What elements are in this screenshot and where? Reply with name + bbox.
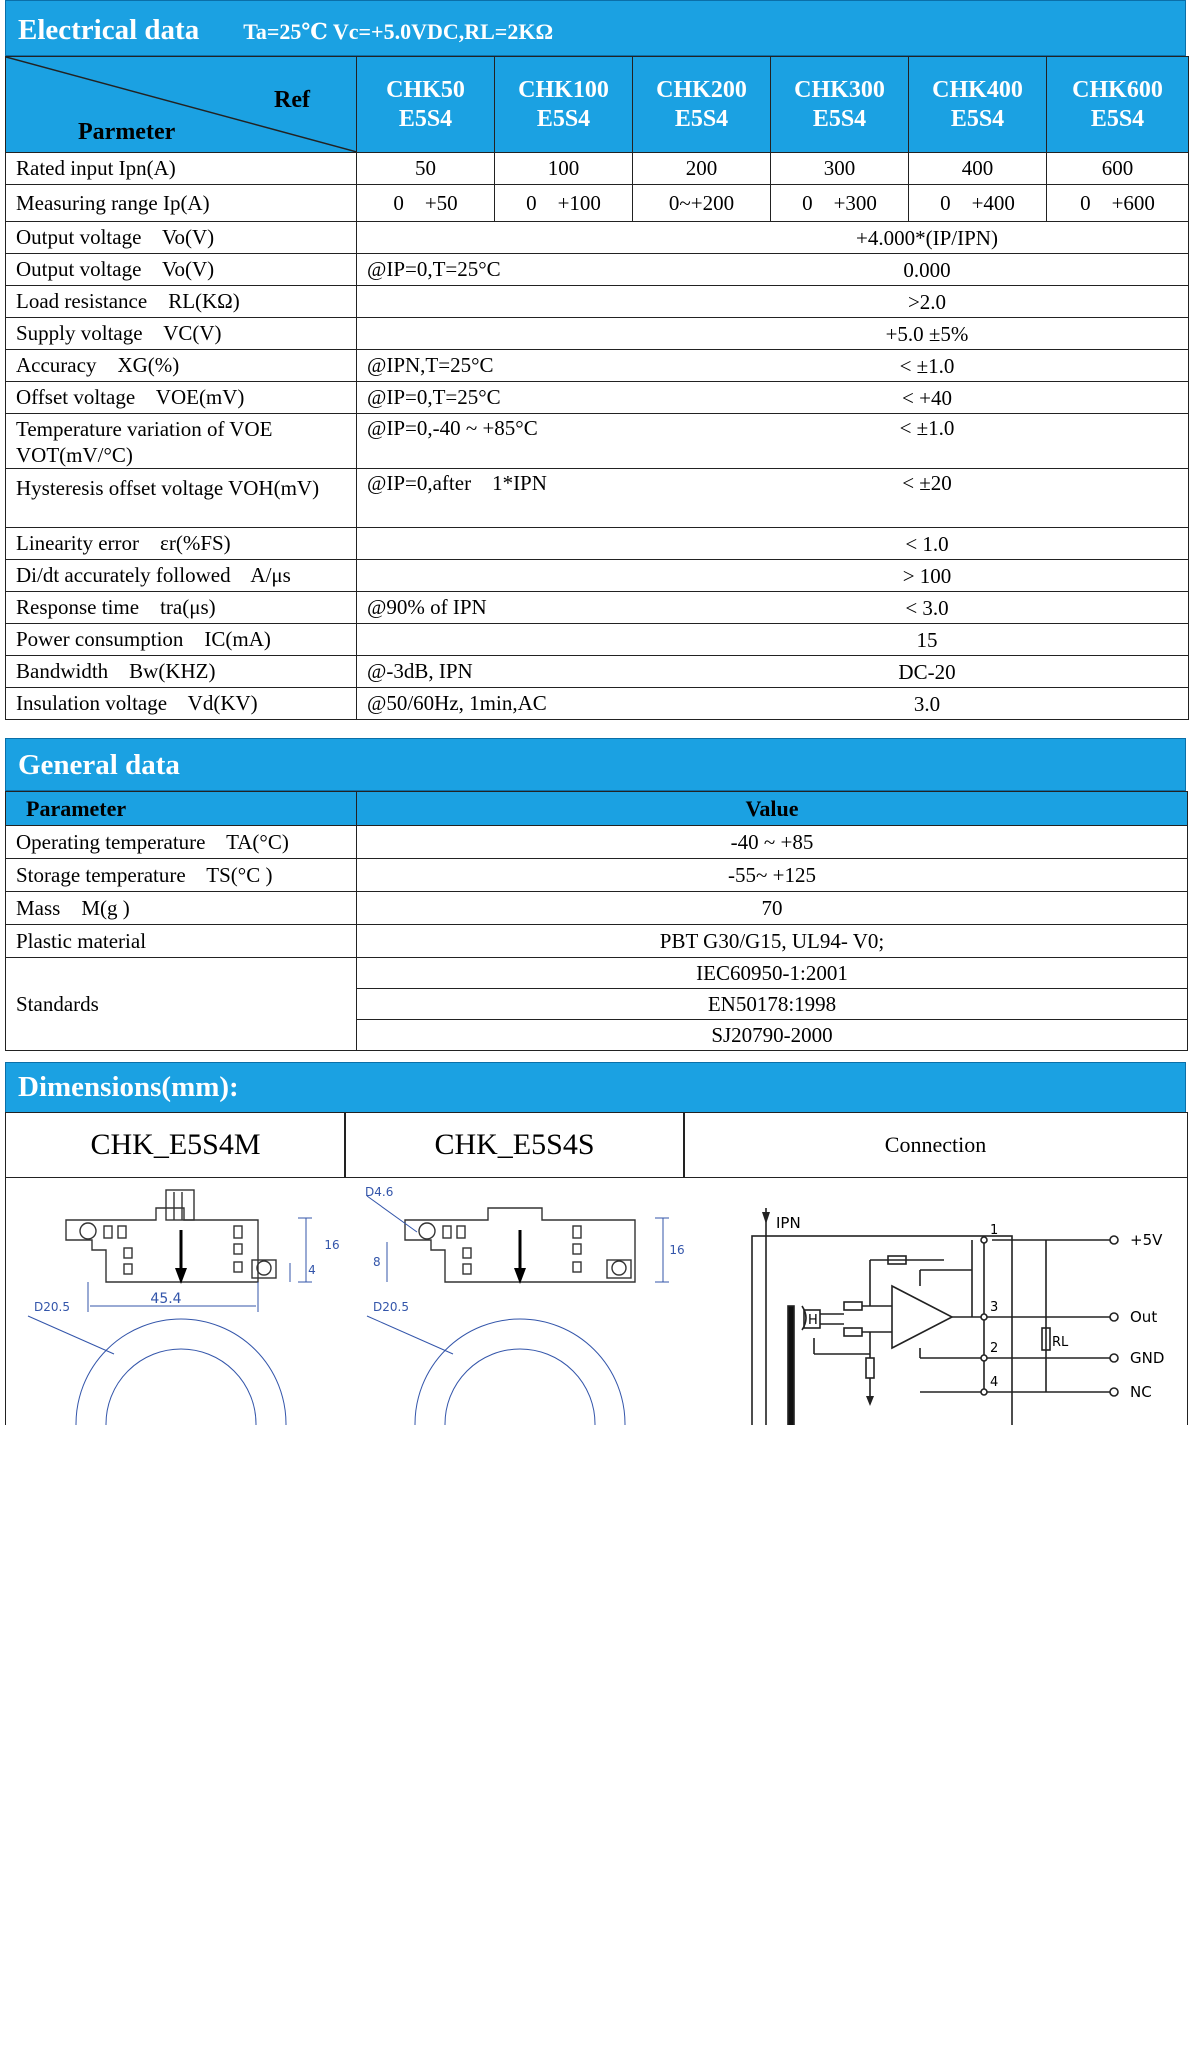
pin-1-label: 1 xyxy=(990,1223,999,1238)
electrical-table xyxy=(5,56,1189,720)
table-row xyxy=(6,826,1188,859)
table-row xyxy=(6,688,1189,720)
table-row xyxy=(6,382,1189,414)
condition-text: @IP=0,T=25°C xyxy=(367,385,501,409)
ref-label: Ref xyxy=(274,87,310,113)
row-value: PBT G30/G15, UL94- V0; xyxy=(357,925,1188,958)
spec-value: +4.000*(IP/IPN) xyxy=(856,226,998,250)
chk-e5s4m-drawing xyxy=(6,1178,346,1425)
row-spec xyxy=(357,469,1189,528)
row-spec xyxy=(357,318,1189,350)
dimensions-panel xyxy=(5,1112,1188,1425)
col-label: Connection xyxy=(884,1132,987,1157)
dim-offset-label: 4 xyxy=(308,1263,316,1277)
electrical-data-header xyxy=(5,0,1186,56)
row-spec xyxy=(357,286,1189,318)
cell-value: 0 +400 xyxy=(909,185,1047,222)
row-label: Mass M(g ) xyxy=(6,892,357,925)
row-label: Di/dt accurately followed A/μs xyxy=(6,560,357,592)
row-label: Supply voltage VC(V) xyxy=(6,318,357,350)
row-value: -40 ~ +85 xyxy=(357,826,1188,859)
signal-out-label: Out xyxy=(1130,1308,1158,1326)
row-spec xyxy=(357,688,1189,720)
col-chk-e5s4s xyxy=(344,1112,685,1178)
signal-5v-label: +5V xyxy=(1130,1231,1163,1249)
connection-schematic xyxy=(684,1178,1186,1425)
spec-value: 0.000 xyxy=(903,258,951,282)
cell-value: 50 xyxy=(357,153,495,185)
row-spec xyxy=(357,528,1189,560)
row-label: Standards xyxy=(6,958,357,1051)
spec-value: >2.0 xyxy=(907,290,947,314)
dim-h1-label: 8 xyxy=(373,1255,381,1269)
table-row xyxy=(6,414,1189,469)
row-spec xyxy=(357,656,1189,688)
cell-value: 200 xyxy=(633,153,771,185)
dimensions-title: Dimensions(mm): xyxy=(18,1071,239,1103)
row-label: Plastic material xyxy=(6,925,357,958)
test-conditions: Ta=25℃ Vc=+5.0VDC,RL=2KΩ xyxy=(243,19,554,44)
table-row xyxy=(6,592,1189,624)
spec-value: DC-20 xyxy=(898,660,956,684)
condition-text: @IP=0,T=25°C xyxy=(367,257,501,281)
row-spec xyxy=(357,254,1189,286)
standard-2: EN50178:1998 xyxy=(357,989,1188,1020)
model-chk600: CHK600 E5S4 xyxy=(1047,57,1189,153)
table-row xyxy=(6,469,1189,528)
dim-height-label: 16 xyxy=(669,1243,685,1257)
model-chk50: CHK50 E5S4 xyxy=(357,57,495,153)
row-label: Bandwidth Bw(KHZ) xyxy=(6,656,357,688)
general-data-title: General data xyxy=(18,749,180,781)
spec-value: < ±1.0 xyxy=(899,416,955,440)
col-parameter: Parameter xyxy=(6,792,357,826)
table-row xyxy=(6,185,1189,222)
condition-text: @IP=0,after 1*IPN xyxy=(367,471,547,495)
row-label: Operating temperature TA(°C) xyxy=(6,826,357,859)
table-row xyxy=(6,318,1189,350)
table-header-row xyxy=(6,57,1189,153)
row-spec xyxy=(357,222,1189,254)
row-label: Output voltage Vo(V) xyxy=(6,222,357,254)
condition-text: @IPN,T=25°C xyxy=(367,353,494,377)
table-row xyxy=(6,528,1189,560)
row-label: Linearity error εr(%FS) xyxy=(6,528,357,560)
spec-value: +5.0 ±5% xyxy=(885,322,969,346)
model-chk300: CHK300 E5S4 xyxy=(771,57,909,153)
dim-diameter-label: D20.5 xyxy=(34,1300,70,1314)
ref-parameter-corner xyxy=(6,57,357,153)
row-label: Measuring range Ip(A) xyxy=(6,185,357,222)
row-value: -55~ +125 xyxy=(357,859,1188,892)
row-label: Temperature variation of VOE VOT(mV/°C) xyxy=(6,414,357,469)
dimensions-header xyxy=(5,1062,1186,1113)
condition-text: @IP=0,-40 ~ +85°C xyxy=(367,416,538,440)
cell-value: 0 +50 xyxy=(357,185,495,222)
spec-value: > 100 xyxy=(902,564,952,588)
model-chk400: CHK400 E5S4 xyxy=(909,57,1047,153)
col-label: CHK_E5S4S xyxy=(434,1128,595,1161)
row-label: Power consumption IC(mA) xyxy=(6,624,357,656)
table-row xyxy=(6,350,1189,382)
row-label: Offset voltage VOE(mV) xyxy=(6,382,357,414)
spec-value: < +40 xyxy=(902,386,952,410)
condition-text: @90% of IPN xyxy=(367,595,487,619)
row-label: Output voltage Vo(V) xyxy=(6,254,357,286)
cell-value: 600 xyxy=(1047,153,1189,185)
standard-1: IEC60950-1:2001 xyxy=(357,958,1188,989)
dim-diameter-label: D20.5 xyxy=(373,1300,409,1314)
row-spec xyxy=(357,560,1189,592)
pin-2-label: 2 xyxy=(990,1341,999,1356)
table-row xyxy=(6,624,1189,656)
spec-value: 3.0 xyxy=(913,692,941,716)
col-chk-e5s4m xyxy=(5,1112,346,1178)
datasheet xyxy=(5,0,1188,1425)
table-row xyxy=(6,222,1189,254)
col-label: CHK_E5S4M xyxy=(90,1128,261,1161)
model-chk100: CHK100 E5S4 xyxy=(495,57,633,153)
spec-value: < ±1.0 xyxy=(899,354,955,378)
col-connection xyxy=(683,1112,1188,1178)
pin-3-label: 3 xyxy=(990,1300,999,1315)
model-chk200: CHK200 E5S4 xyxy=(633,57,771,153)
spec-value: 15 xyxy=(916,628,938,652)
cell-value: 0 +100 xyxy=(495,185,633,222)
table-row xyxy=(6,560,1189,592)
row-spec xyxy=(357,414,1189,469)
row-label: Load resistance RL(KΩ) xyxy=(6,286,357,318)
row-label: Accuracy XG(%) xyxy=(6,350,357,382)
condition-text: @50/60Hz, 1min,AC xyxy=(367,691,547,715)
row-spec xyxy=(357,382,1189,414)
pin-4-label: 4 xyxy=(990,1375,999,1390)
table-row xyxy=(6,656,1189,688)
row-label: Hysteresis offset voltage VOH(mV) xyxy=(6,469,357,528)
cell-value: 100 xyxy=(495,153,633,185)
row-label: Response time tra(μs) xyxy=(6,592,357,624)
row-label: Storage temperature TS(°C ) xyxy=(6,859,357,892)
cell-value: 0 +300 xyxy=(771,185,909,222)
dim-width-label: 45.4 xyxy=(150,1291,182,1307)
col-value: Value xyxy=(357,792,1188,826)
cell-value: 0 +600 xyxy=(1047,185,1189,222)
signal-gnd-label: GND xyxy=(1130,1349,1165,1367)
ipn-label: IPN xyxy=(776,1214,801,1232)
spec-value: < 3.0 xyxy=(905,596,949,620)
row-value: 70 xyxy=(357,892,1188,925)
chk-e5s4s-drawing xyxy=(345,1178,685,1425)
table-row xyxy=(6,153,1189,185)
electrical-data-title: Electrical data xyxy=(18,14,200,46)
cell-value: 400 xyxy=(909,153,1047,185)
cell-value: 0~+200 xyxy=(633,185,771,222)
rl-label: RL xyxy=(1052,1335,1069,1350)
spec-value: < 1.0 xyxy=(905,532,949,556)
table-row xyxy=(6,254,1189,286)
table-header-row xyxy=(6,792,1188,826)
condition-text: @-3dB, IPN xyxy=(367,659,473,683)
table-row xyxy=(6,958,1188,989)
hall-label: H xyxy=(808,1313,818,1328)
table-row xyxy=(6,859,1188,892)
row-spec xyxy=(357,592,1189,624)
row-label: Rated input Ipn(A) xyxy=(6,153,357,185)
table-row xyxy=(6,892,1188,925)
spec-value: < ±20 xyxy=(902,471,952,495)
dim-height-label: 16 xyxy=(324,1238,340,1252)
table-row xyxy=(6,286,1189,318)
standard-3: SJ20790-2000 xyxy=(357,1020,1188,1051)
dim-hole-label: D4.6 xyxy=(365,1185,394,1199)
general-table xyxy=(5,791,1188,1051)
parameter-label: Parmeter xyxy=(78,119,176,145)
cell-value: 300 xyxy=(771,153,909,185)
row-spec xyxy=(357,624,1189,656)
row-label: Insulation voltage Vd(KV) xyxy=(6,688,357,720)
table-row xyxy=(6,925,1188,958)
row-spec xyxy=(357,350,1189,382)
signal-nc-label: NC xyxy=(1130,1383,1152,1401)
general-data-header xyxy=(5,738,1186,791)
